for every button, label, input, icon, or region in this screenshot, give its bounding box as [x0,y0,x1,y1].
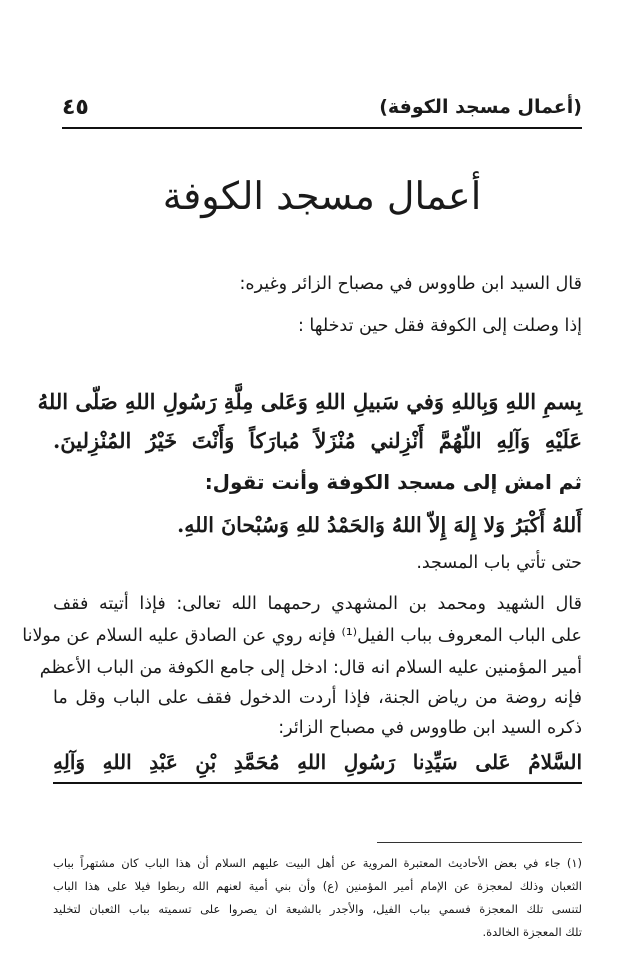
footnote-line: (١) جاء في بعض الأحاديث المعتبرة المروية عن أهل البيت عليهم السلام أن هذا الباب كان مشتهراً بباب [53,856,582,870]
intro-line: إذا وصلت إلى الكوفة فقل حين تدخلها : [297,316,582,336]
until-line: حتى تأتي باب المسجد. [416,553,582,573]
footnote-line: لتنسى تلك المعجزة فسمي بباب الفيل، والأجدر بالشيعة ان يصروا على تسميته بباب الثعبان لتخليد [53,902,582,916]
intro-line: قال السيد ابن طاووس في مصباح الزائر وغيره: [239,274,582,294]
running-header [62,92,582,122]
body-line: قال الشهيد ومحمد بن المشهدي رحمهما الله تعالى: فإذا أتيته فقف [53,594,582,614]
prayer-line: بِسمِ اللهِ وَبِاللهِ وَفي سَبيلِ اللهِ وَعَلى مِلَّةِ رَسُولِ اللهِ صَلّى اللهُ [37,389,582,414]
footnote-rule [377,842,582,843]
takbir-line: أَللهُ أَكْبَرُ وَلا إِلهَ إِلاّ اللهُ وَالحَمْدُ للهِ وَسُبْحانَ اللهِ. [177,513,582,537]
header-section-title: (أعمال مسجد الكوفة) [379,96,582,118]
footnote-line: الثعبان وذلك لمعجزة عن الإمام أمير المؤمنين (ع) وأن بني أمية لعنهم الله ربطوا فيلا على هذا الباب [53,879,582,893]
chapter-title: أعمال مسجد الكوفة [162,174,482,218]
body-line: ذكره السيد ابن طاووس في مصباح الزائر: [278,718,582,738]
footnote-line: تلك المعجزة الخالدة. [482,925,582,939]
salam-rule [53,782,582,784]
instruction-line: ثم امش إلى مسجد الكوفة وأنت تقول: [204,470,582,494]
page-number: ٤٥ [62,94,89,120]
header-rule [62,127,582,129]
prayer-line: عَلَيْهِ وَآلِهِ اللّهُمَّ أَنْزِلني مُنْزَلاً مُبارَكاً وَأَنْتَ خَيْرُ المُنْزِلينَ. [53,428,582,453]
body-line: على الباب المعروف بباب الفيل⁽¹⁾ فإنه روي عن الصادق عليه السلام عن مولانا [22,626,582,646]
salam-line: السَّلامُ عَلى سَيِّدِنا رَسُولِ اللهِ مُحَمَّدِ بْنِ عَبْدِ اللهِ وَآلِهِ [53,750,583,774]
body-line: أمير المؤمنين عليه السلام انه قال: ادخل إلى جامع الكوفة من الباب الأعظم [39,658,582,678]
body-line: فإنه روضة من رياض الجنة، فإذا أردت الدخول فقف على الباب وقل ما [53,688,582,708]
